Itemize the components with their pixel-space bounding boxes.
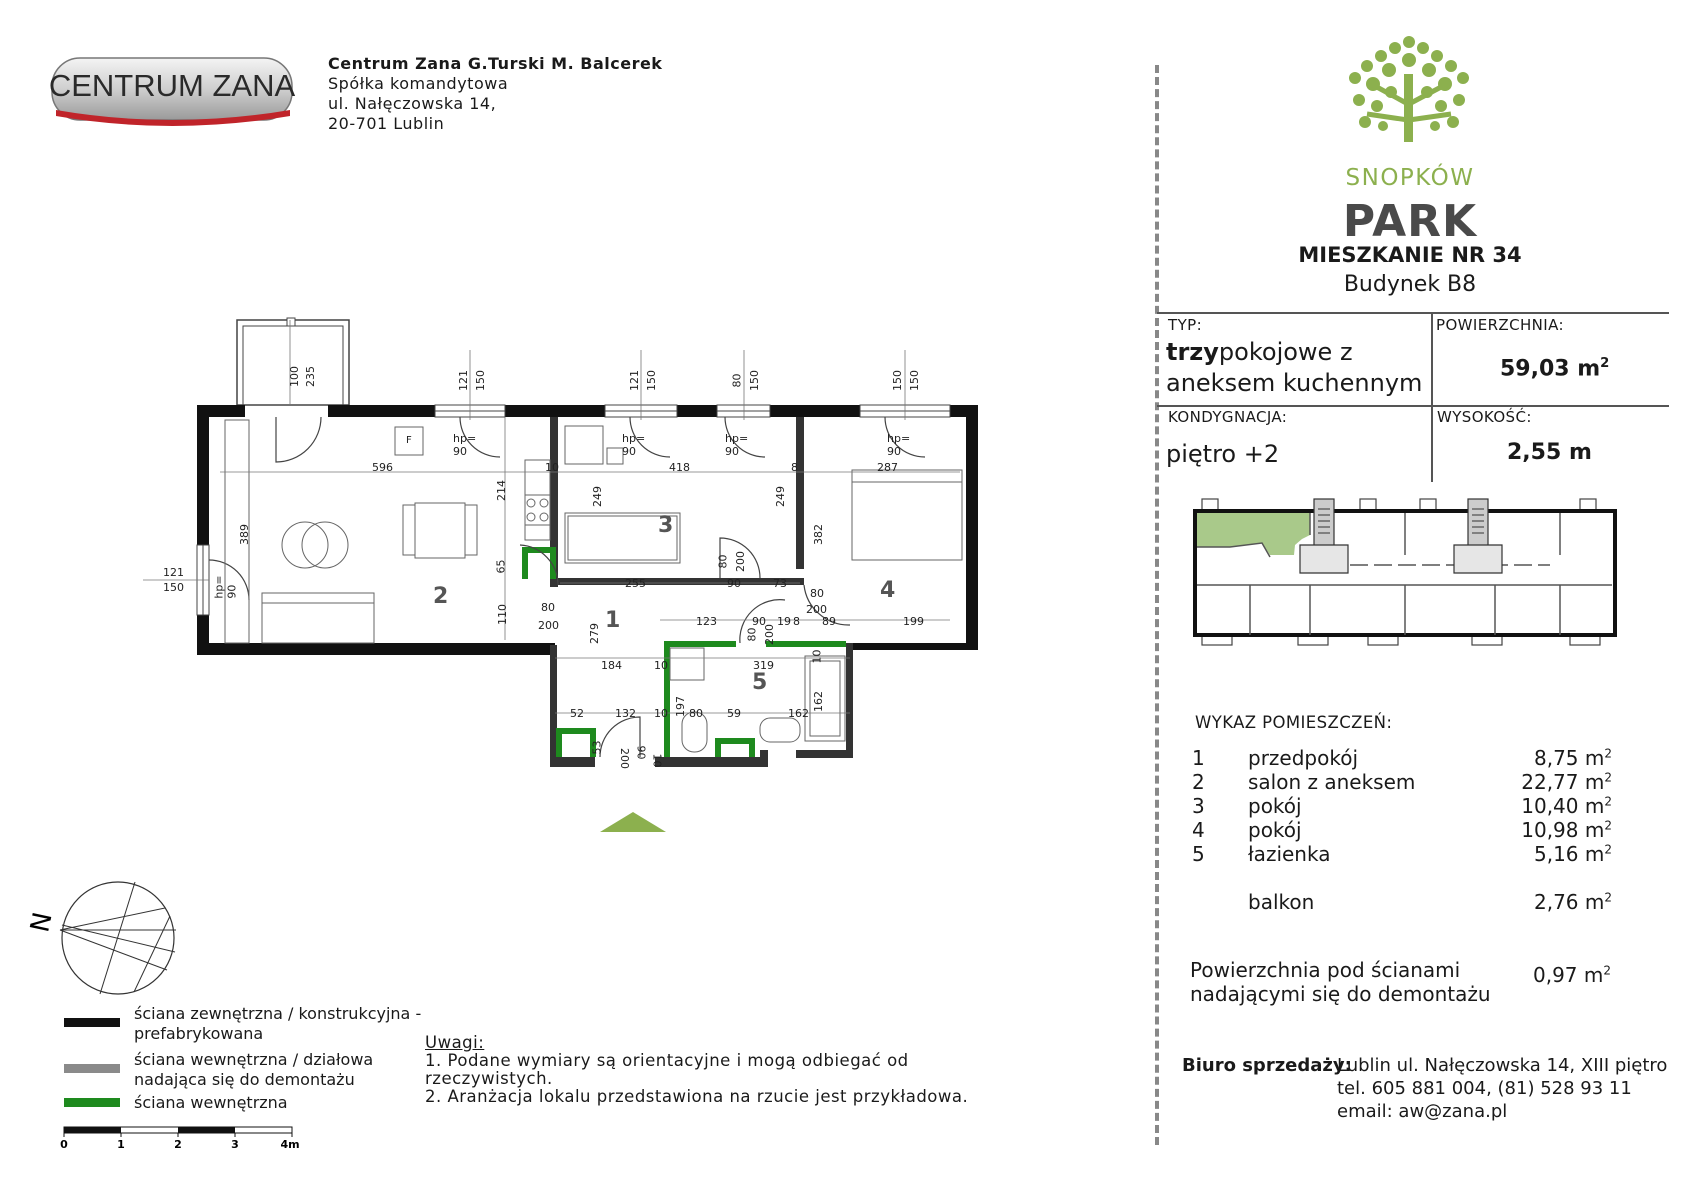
legend-exterior bbox=[134, 1004, 421, 1044]
room-name: łazienka bbox=[1248, 842, 1331, 866]
dim-label: 150 bbox=[891, 370, 904, 391]
dim-label: 197 bbox=[674, 696, 687, 717]
dim-label: 418 bbox=[669, 461, 690, 474]
demolition-area-value: 0,97 m bbox=[1533, 963, 1604, 987]
legend-removable-line1: ściana wewnętrzna / działowa bbox=[134, 1050, 374, 1069]
hp-label: hp= 90 bbox=[887, 432, 911, 458]
room-label-2: 2 bbox=[433, 584, 449, 609]
legend-exterior-line2: prefabrykowana bbox=[134, 1024, 264, 1043]
room-area-value: 5,16 m bbox=[1533, 842, 1605, 866]
balcony-row bbox=[1192, 890, 1612, 914]
notes bbox=[425, 1034, 968, 1106]
room-row bbox=[1192, 770, 1612, 794]
compass bbox=[25, 880, 190, 1004]
room-number: 4 bbox=[1192, 818, 1205, 842]
type-value-bold: trzy bbox=[1166, 338, 1219, 366]
room-label-3: 3 bbox=[658, 513, 674, 538]
dim-label: 10 bbox=[545, 461, 559, 474]
room-area bbox=[1521, 770, 1612, 794]
room-area bbox=[1534, 746, 1612, 770]
dim-label: 596 bbox=[372, 461, 393, 474]
dim-label: 80 bbox=[730, 373, 744, 388]
dim-label: 235 bbox=[304, 366, 317, 387]
type-value bbox=[1166, 338, 1353, 366]
room-row bbox=[1192, 794, 1612, 818]
building-label: Budynek B8 bbox=[1343, 272, 1477, 297]
height-value: 2,55 m bbox=[1507, 440, 1592, 465]
legend-swatch-removable bbox=[64, 1064, 120, 1073]
sales-phone: tel. 605 881 004, (81) 528 93 11 bbox=[1337, 1078, 1632, 1099]
height-label: WYSOKOŚĆ: bbox=[1437, 408, 1532, 426]
tree-logo-icon bbox=[1345, 34, 1475, 142]
dim-label: 90 bbox=[727, 577, 741, 590]
dim-label: 200 bbox=[734, 551, 747, 572]
rooms-list bbox=[1192, 746, 1612, 914]
dim-label: 100 bbox=[288, 366, 301, 387]
company-street: ul. Nałęczowska 14, bbox=[328, 94, 497, 113]
dim-label: 200 bbox=[763, 624, 776, 645]
brand-park: PARK bbox=[1342, 196, 1478, 247]
company-name: Centrum Zana G.Turski M. Balcerek bbox=[328, 54, 663, 73]
room-name: przedpokój bbox=[1248, 746, 1359, 770]
area-sup: 2 bbox=[1604, 842, 1612, 857]
scale-3: 3 bbox=[231, 1138, 239, 1151]
dim-label: 121 bbox=[457, 370, 470, 391]
note-1: 1. Podane wymiary są orientacyjne i mogą odbiegać od bbox=[425, 1051, 909, 1070]
compass-north: N bbox=[25, 909, 59, 935]
legend-swatch-interior bbox=[64, 1098, 120, 1107]
dim-label: 287 bbox=[877, 461, 898, 474]
dim-label: 150 bbox=[748, 370, 761, 391]
dim-label: 389 bbox=[238, 524, 251, 545]
dim-label: 10 bbox=[810, 649, 824, 664]
room-name: pokój bbox=[1248, 794, 1302, 818]
room-label-4: 4 bbox=[880, 578, 896, 603]
room-label-5: 5 bbox=[752, 670, 768, 695]
area-sup: 2 bbox=[1604, 746, 1612, 761]
dim-label: 10 bbox=[654, 659, 668, 672]
apartment-title: MIESZKANIE NR 34 bbox=[1298, 243, 1522, 267]
room-row bbox=[1192, 818, 1612, 842]
room-area-value: 22,77 m bbox=[1521, 770, 1605, 794]
hp-label: hp= 90 bbox=[212, 575, 239, 599]
scale-1: 1 bbox=[117, 1138, 125, 1151]
sales-email[interactable]: email: aw@zana.pl bbox=[1337, 1101, 1508, 1122]
balcony-area-value: 2,76 m bbox=[1533, 890, 1605, 914]
dim-label: 150 bbox=[908, 370, 921, 391]
dim-label: 255 bbox=[625, 577, 646, 590]
room-number: 1 bbox=[1192, 746, 1205, 770]
demolition-label bbox=[1190, 958, 1491, 1006]
room-name: pokój bbox=[1248, 818, 1302, 842]
area-value bbox=[1500, 356, 1609, 381]
area-sup: 2 bbox=[1604, 890, 1612, 905]
dim-label: 90 bbox=[752, 615, 766, 628]
room-area-value: 10,98 m bbox=[1521, 818, 1605, 842]
dim-label: 214 bbox=[495, 480, 508, 501]
type-label: TYP: bbox=[1168, 316, 1203, 334]
dim-label: 162 bbox=[788, 707, 809, 720]
dim-label: 80 bbox=[541, 601, 555, 614]
room-number: 5 bbox=[1192, 842, 1205, 866]
legend-removable-line2: nadająca się do demontażu bbox=[134, 1070, 355, 1089]
dim-label: 19 bbox=[777, 615, 791, 628]
scale-2: 2 bbox=[174, 1138, 182, 1151]
dim-label: 10 bbox=[654, 707, 668, 720]
legend-exterior-line1: ściana zewnętrzna / konstrukcyjna - bbox=[134, 1004, 422, 1023]
area-sup: 2 bbox=[1604, 818, 1612, 833]
room-area bbox=[1521, 794, 1612, 818]
dim-label: 319 bbox=[753, 659, 774, 672]
balcony-name: balkon bbox=[1248, 890, 1315, 914]
dim-label: 89 bbox=[822, 615, 836, 628]
dim-label: 53 bbox=[590, 740, 604, 755]
table-line-vert bbox=[1431, 312, 1433, 482]
legend-swatch-exterior bbox=[64, 1018, 120, 1027]
demolition-line1: Powierzchnia pod ścianami bbox=[1190, 958, 1461, 982]
scale-4: 4m bbox=[280, 1138, 300, 1151]
dim-label: 279 bbox=[588, 623, 601, 644]
company-type: Spółka komandytowa bbox=[328, 74, 509, 93]
logo-text: CENTRUM ZANA bbox=[48, 68, 296, 103]
room-row bbox=[1192, 746, 1612, 770]
dim-label: 52 bbox=[570, 707, 584, 720]
dim-label: 8 bbox=[793, 615, 800, 628]
sales-label: Biuro sprzedaży: bbox=[1182, 1055, 1352, 1076]
dim-label: 121 bbox=[628, 370, 641, 391]
room-name: salon z aneksem bbox=[1248, 770, 1416, 794]
area-label: POWIERZCHNIA: bbox=[1436, 316, 1564, 334]
room-row bbox=[1192, 842, 1612, 866]
type-value-rest: pokojowe z bbox=[1218, 338, 1353, 366]
floor-label: KONDYGNACJA: bbox=[1168, 408, 1288, 426]
dim-label: 80 bbox=[810, 587, 824, 600]
hp-label: hp= 90 bbox=[622, 432, 646, 458]
balcony-area bbox=[1534, 890, 1612, 914]
dim-label: 123 bbox=[696, 615, 717, 628]
area-sup: 2 bbox=[1603, 963, 1612, 978]
dim-label: 162 bbox=[812, 691, 825, 712]
brand-snopkow: SNOPKÓW bbox=[1345, 165, 1475, 191]
dim-label: 110 bbox=[496, 604, 509, 625]
floor-plan bbox=[0, 0, 1000, 864]
building-key-plan bbox=[1190, 495, 1620, 659]
type-value-line2: aneksem kuchennym bbox=[1166, 369, 1423, 397]
legend-removable bbox=[134, 1050, 373, 1090]
area-sup: 2 bbox=[1604, 770, 1612, 785]
dim-label: 200 bbox=[618, 748, 631, 769]
demolition-area bbox=[1533, 963, 1611, 987]
fridge-label: F bbox=[406, 435, 412, 446]
room-number: 2 bbox=[1192, 770, 1205, 794]
dim-label: 80 bbox=[716, 554, 730, 569]
dim-label: 150 bbox=[474, 370, 487, 391]
floor-value: piętro +2 bbox=[1166, 440, 1280, 468]
dim-label: 121 bbox=[163, 566, 184, 579]
vertical-divider bbox=[1155, 65, 1159, 1145]
dim-label: 10 bbox=[650, 753, 664, 768]
dim-label: 382 bbox=[812, 524, 825, 545]
room-number: 3 bbox=[1192, 794, 1205, 818]
hp-label: hp= 90 bbox=[453, 432, 477, 458]
room-area bbox=[1534, 842, 1612, 866]
dim-label: 80 bbox=[745, 627, 759, 642]
dim-label: 65 bbox=[494, 559, 508, 574]
dim-label: 132 bbox=[615, 707, 636, 720]
hp-label: hp= 90 bbox=[725, 432, 749, 458]
dim-label: 199 bbox=[903, 615, 924, 628]
area-sup: 2 bbox=[1604, 794, 1612, 809]
dim-label: 73 bbox=[773, 577, 787, 590]
note-2: 2. Aranżacja lokalu przedstawiona na rzucie jest przykładowa. bbox=[425, 1087, 969, 1106]
sales-address: Lublin ul. Nałęczowska 14, XIII piętro bbox=[1337, 1055, 1668, 1076]
dim-label: 200 bbox=[806, 603, 827, 616]
room-area-value: 10,40 m bbox=[1521, 794, 1605, 818]
dim-label: 80 bbox=[689, 707, 703, 720]
table-line-mid bbox=[1157, 405, 1669, 407]
table-line-top bbox=[1157, 312, 1669, 314]
notes-title: Uwagi: bbox=[425, 1033, 485, 1052]
dim-label: 90 bbox=[634, 745, 648, 760]
dim-label: 150 bbox=[163, 581, 184, 594]
rooms-title: WYKAZ POMIESZCZEŃ: bbox=[1195, 713, 1393, 732]
room-area bbox=[1521, 818, 1612, 842]
company-city: 20-701 Lublin bbox=[328, 114, 445, 133]
dim-label: 184 bbox=[601, 659, 622, 672]
demolition-line2: nadającymi się do demontażu bbox=[1190, 982, 1491, 1006]
scale-0: 0 bbox=[60, 1138, 68, 1151]
dim-label: 249 bbox=[774, 486, 787, 507]
area-value-text: 59,03 m bbox=[1500, 356, 1601, 382]
dim-label: 59 bbox=[727, 707, 741, 720]
scale-bar bbox=[60, 1125, 310, 1165]
room-label-1: 1 bbox=[605, 608, 621, 633]
dim-label: 249 bbox=[591, 486, 604, 507]
area-sup: 2 bbox=[1600, 356, 1610, 371]
legend-interior: ściana wewnętrzna bbox=[134, 1093, 288, 1112]
note-1b: rzeczywistych. bbox=[425, 1069, 553, 1088]
dim-label: 8 bbox=[791, 461, 798, 474]
room-area-value: 8,75 m bbox=[1533, 746, 1605, 770]
dim-label: 200 bbox=[538, 619, 559, 632]
dim-label: 150 bbox=[645, 370, 658, 391]
